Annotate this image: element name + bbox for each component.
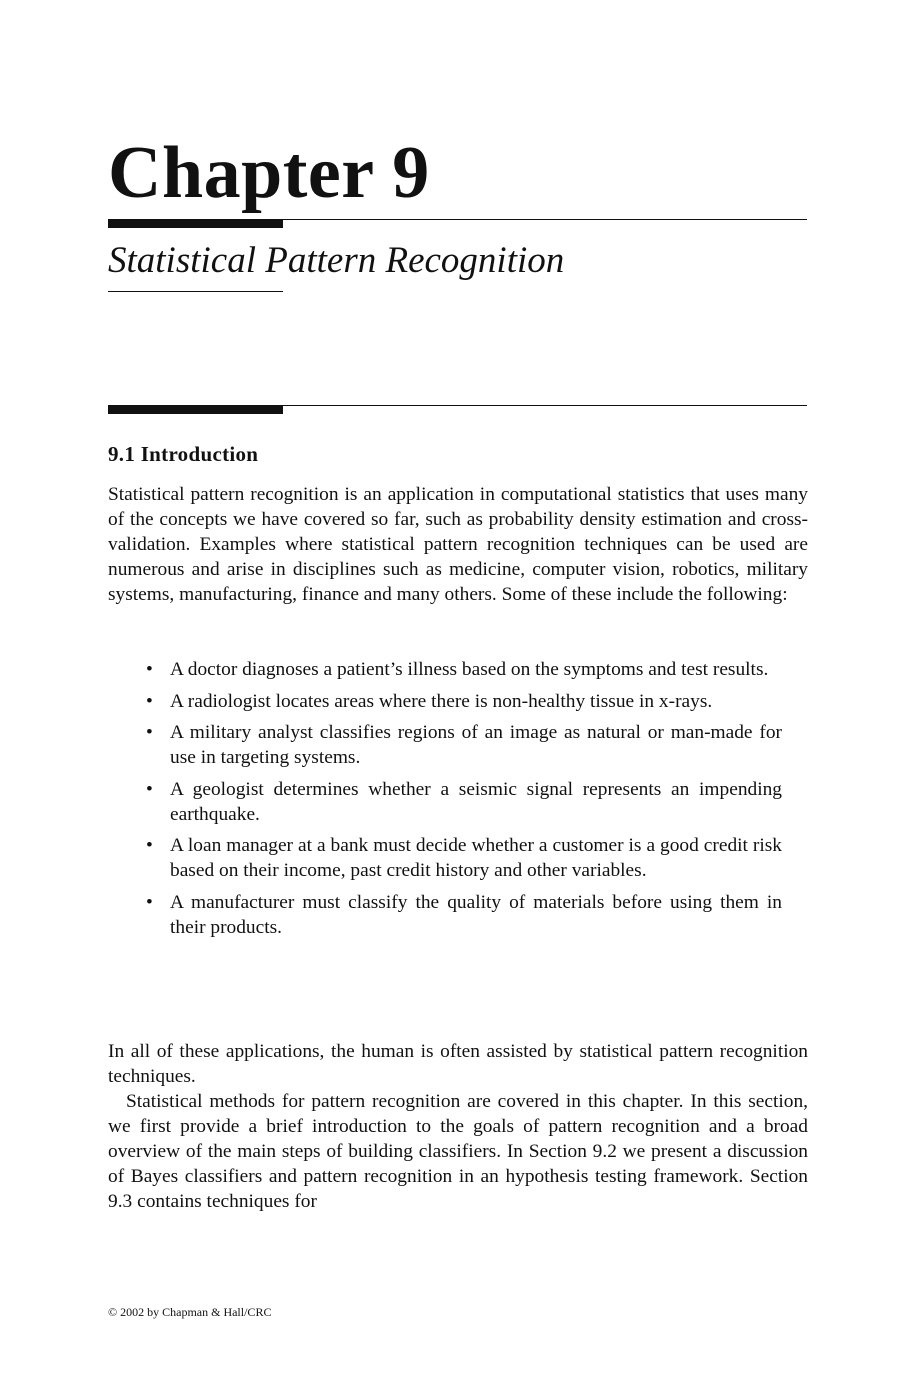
title-rule-thick — [108, 219, 283, 228]
copyright-footer: © 2002 by Chapman & Hall/CRC — [108, 1305, 272, 1319]
list-item: • A geologist determines whether a seismic signal represents an impending earthquake. — [170, 777, 782, 827]
overview-paragraph: Statistical methods for pattern recognition are covered in this chapter. In this section, we first provide a brief introduction to the goals of pattern recognition and a broad overview of the main steps of building classifiers. In Section 9.2 we present a discussion of Bayes classifiers and pattern recognition in an hypothesis testing framework. Section 9.3 contains techniques for — [108, 1091, 808, 1212]
closing-paragraph: In all of these applications, the human is often assisted by statistical pattern recognition techniques. — [108, 1041, 808, 1087]
section-rule-thin — [108, 405, 807, 406]
section-rule-thick — [108, 405, 283, 414]
section-heading: 9.1 Introduction — [108, 442, 259, 466]
body-after-list — [108, 1039, 808, 1214]
title-rule-thin — [108, 219, 807, 220]
examples-list — [170, 657, 782, 946]
list-item: • A manufacturer must classify the quality of materials before using them in their products. — [170, 890, 782, 940]
list-item: • A loan manager at a bank must decide whether a customer is a good credit risk based on their income, past credit history and other variables. — [170, 833, 782, 883]
list-item: • A radiologist locates areas where there is non-healthy tissue in x-rays. — [170, 689, 782, 714]
chapter-title: Chapter 9 — [108, 132, 430, 214]
subtitle-rule — [108, 291, 283, 292]
intro-paragraph: Statistical pattern recognition is an application in computational statistics that uses many of the concepts we have covered so far, such as probability density estimation and cross-validation. Examples where statistical pattern recognition techniques can be used are numerous and arise in disciplines such as medicine, computer vision, robotics, military systems, manufacturing, finance and many others. Some of these include the following: — [108, 484, 808, 605]
list-item: • A military analyst classifies regions of an image as natural or man-made for use in targeting systems. — [170, 720, 782, 770]
list-item: • A doctor diagnoses a patient’s illness based on the symptoms and test results. — [170, 657, 782, 682]
chapter-subtitle: Statistical Pattern Recognition — [108, 240, 565, 281]
